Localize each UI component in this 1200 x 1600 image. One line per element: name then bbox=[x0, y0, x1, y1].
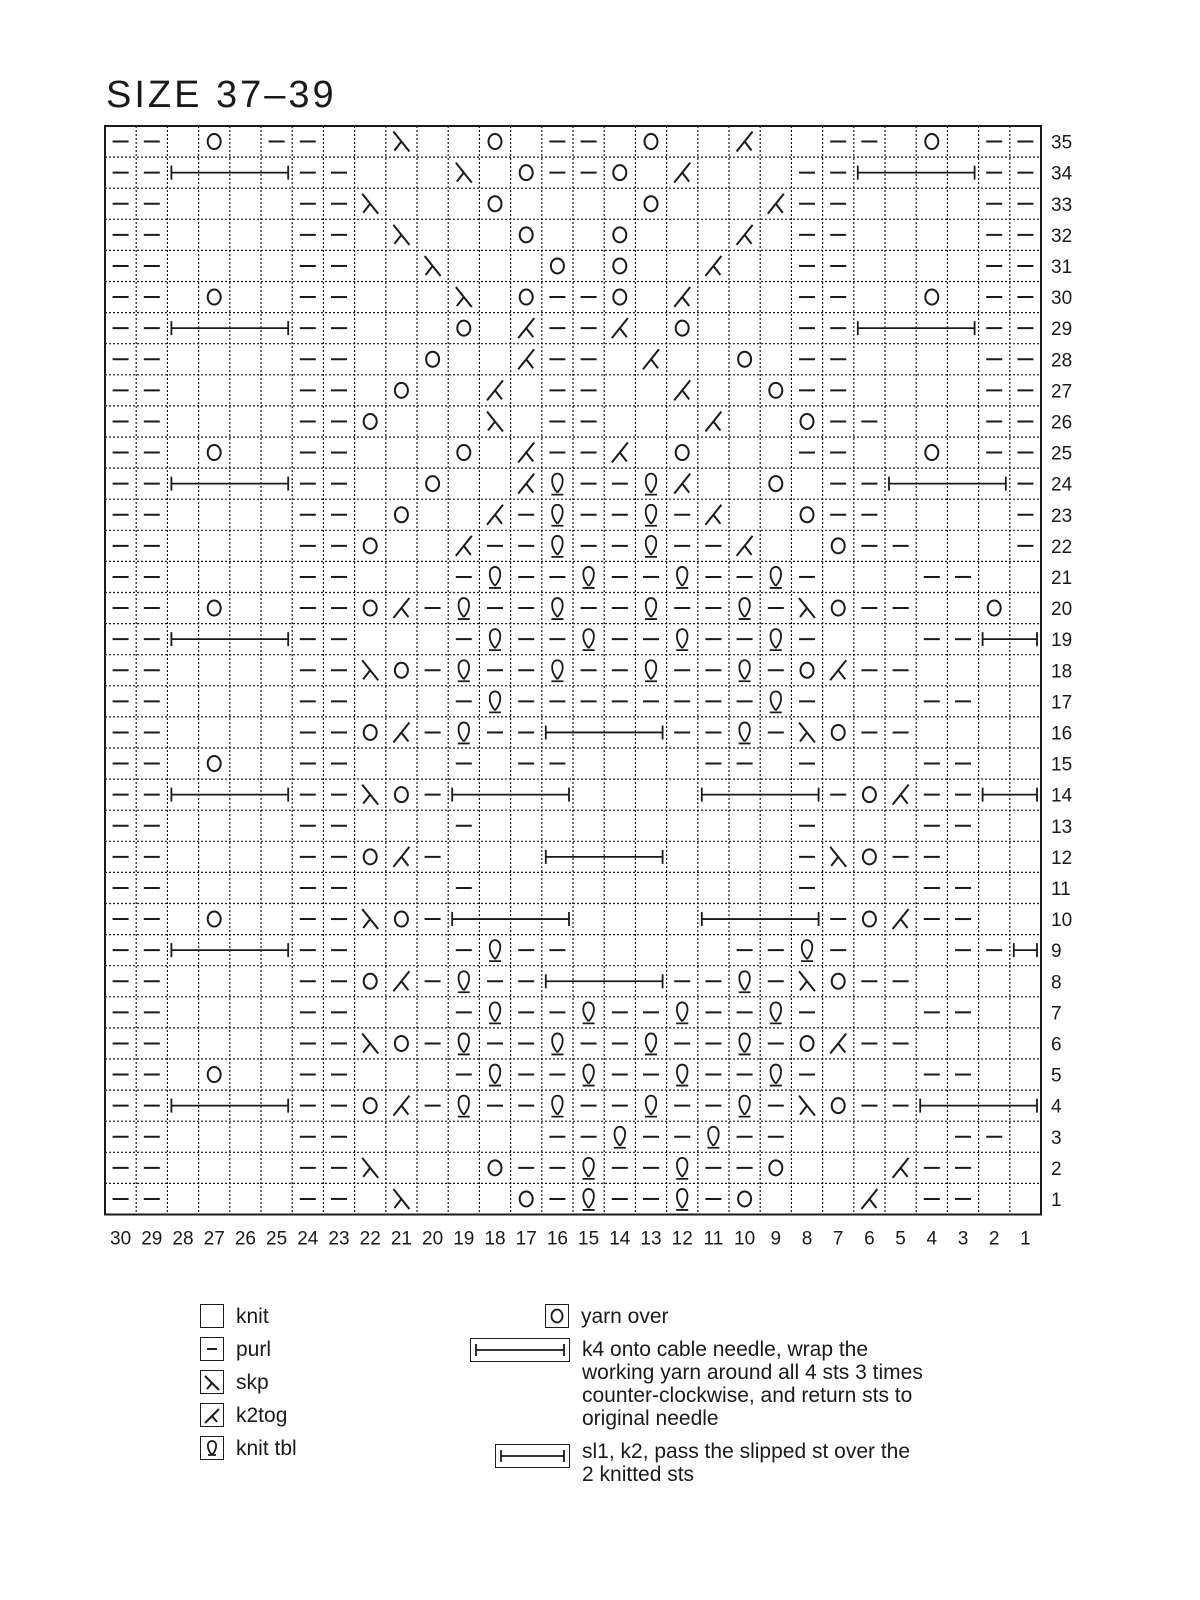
yarn-over-symbol bbox=[801, 507, 814, 522]
skp-symbol bbox=[362, 1158, 378, 1178]
yarn-over-symbol bbox=[645, 134, 658, 149]
row-number: 4 bbox=[1051, 1096, 1062, 1118]
k2tog-symbol bbox=[393, 971, 409, 991]
yarn-over-symbol bbox=[832, 974, 845, 989]
knit-tbl-symbol bbox=[770, 629, 782, 650]
k2tog-symbol bbox=[768, 194, 784, 214]
stitch-number: 19 bbox=[453, 1228, 475, 1250]
yarn-over-symbol bbox=[769, 476, 782, 491]
knit-symbol-icon bbox=[200, 1304, 224, 1328]
k2tog-symbol bbox=[737, 132, 753, 152]
yarn-over-symbol bbox=[925, 134, 938, 149]
yarn-over-symbol bbox=[208, 601, 221, 616]
knit-tbl-symbol bbox=[739, 1033, 751, 1054]
yarn-over-symbol bbox=[832, 725, 845, 740]
yarn-over-symbol bbox=[801, 414, 814, 429]
row-number: 31 bbox=[1051, 256, 1073, 278]
knit-tbl-symbol bbox=[458, 722, 470, 743]
yarn-over-symbol bbox=[364, 601, 377, 616]
purl-symbol-icon bbox=[200, 1337, 224, 1361]
k2tog-symbol bbox=[737, 225, 753, 245]
legend-knit-label: knit bbox=[236, 1304, 269, 1328]
yarn-over-symbol bbox=[676, 321, 689, 336]
yarn-over-symbol bbox=[395, 787, 408, 802]
row-number: 34 bbox=[1051, 163, 1073, 185]
knit-tbl-symbol bbox=[583, 1189, 595, 1210]
k2tog-symbol bbox=[487, 505, 503, 525]
stitch-number: 17 bbox=[515, 1228, 537, 1250]
row-number: 6 bbox=[1051, 1034, 1062, 1056]
yarn-over-symbol bbox=[613, 227, 626, 242]
k2tog-symbol bbox=[705, 505, 721, 525]
row-number: 15 bbox=[1051, 754, 1073, 776]
k2tog-symbol bbox=[705, 256, 721, 276]
k2tog-symbol bbox=[893, 1158, 909, 1178]
yarn-over-symbol bbox=[208, 134, 221, 149]
yarn-over-symbol bbox=[520, 290, 533, 305]
k2tog-symbol bbox=[518, 349, 534, 369]
skp-symbol bbox=[362, 1033, 378, 1053]
stitch-number: 13 bbox=[640, 1228, 662, 1250]
yarn-over-symbol bbox=[364, 538, 377, 553]
knit-tbl-symbol bbox=[739, 722, 751, 743]
k2tog-symbol bbox=[643, 349, 659, 369]
row-number: 33 bbox=[1051, 194, 1073, 216]
k2tog-symbol bbox=[518, 318, 534, 338]
legend-skp-label: skp bbox=[236, 1370, 269, 1394]
legend-wrap-label: k4 onto cable needle, wrap the working yarn around all 4 sts 3 times counter-clockwise, and return sts to original needle bbox=[582, 1338, 923, 1430]
knit-tbl-symbol bbox=[583, 1002, 595, 1023]
stitch-number: 22 bbox=[359, 1228, 381, 1250]
yarn-over-symbol bbox=[863, 787, 876, 802]
knit-tbl-symbol bbox=[614, 1127, 626, 1148]
row-number: 16 bbox=[1051, 723, 1073, 745]
yarn-over-symbol bbox=[426, 476, 439, 491]
stitch-number: 6 bbox=[864, 1228, 875, 1250]
knit-tbl-symbol bbox=[645, 536, 657, 557]
k2tog-symbol bbox=[893, 909, 909, 929]
row-number: 27 bbox=[1051, 381, 1073, 403]
row-number: 14 bbox=[1051, 785, 1073, 807]
knit-tbl-symbol bbox=[551, 536, 563, 557]
knit-tbl-symbol bbox=[676, 629, 688, 650]
knit-tbl-symbol bbox=[676, 1158, 688, 1179]
k2tog-symbol bbox=[612, 443, 628, 463]
yarn-over-symbol bbox=[489, 134, 502, 149]
k2tog-symbol bbox=[861, 1189, 877, 1209]
knit-tbl-symbol bbox=[458, 971, 470, 992]
row-number: 25 bbox=[1051, 443, 1073, 465]
legend-purl bbox=[200, 1337, 271, 1361]
yarn-over-symbol bbox=[551, 258, 564, 273]
knit-tbl-symbol bbox=[583, 567, 595, 588]
knit-tbl-symbol bbox=[676, 1065, 688, 1086]
knit-tbl-symbol-icon bbox=[200, 1436, 224, 1460]
yarn-over-symbol bbox=[457, 321, 470, 336]
yarn-over-symbol bbox=[769, 383, 782, 398]
knit-tbl-symbol bbox=[489, 629, 501, 650]
knit-tbl-symbol bbox=[770, 567, 782, 588]
legend-psso bbox=[495, 1440, 910, 1486]
skp-symbol bbox=[456, 287, 472, 307]
wrap-symbol-icon bbox=[470, 1338, 570, 1362]
row-number: 2 bbox=[1051, 1158, 1062, 1180]
yarn-over-symbol bbox=[364, 414, 377, 429]
yarn-over-symbol bbox=[738, 352, 751, 367]
yarn-over-symbol bbox=[863, 849, 876, 864]
k2tog-symbol bbox=[612, 318, 628, 338]
yarn-over-symbol bbox=[613, 290, 626, 305]
row-number: 24 bbox=[1051, 474, 1073, 496]
knit-tbl-symbol bbox=[489, 940, 501, 961]
stitch-number: 20 bbox=[422, 1228, 444, 1250]
legend-k2tog bbox=[200, 1403, 287, 1427]
yarn-over-symbol bbox=[645, 196, 658, 211]
k2tog-symbol bbox=[487, 380, 503, 400]
knit-tbl-symbol bbox=[458, 1096, 470, 1117]
legend-psso-label: sl1, k2, pass the slipped st over the 2 knitted sts bbox=[582, 1440, 911, 1486]
row-number: 7 bbox=[1051, 1003, 1062, 1025]
skp-symbol bbox=[362, 660, 378, 680]
knit-tbl-symbol bbox=[770, 691, 782, 712]
row-number: 11 bbox=[1051, 878, 1071, 900]
yarn-over-symbol bbox=[208, 445, 221, 460]
legend-knit-tbl-label: knit tbl bbox=[236, 1436, 297, 1460]
stitch-number: 7 bbox=[832, 1228, 844, 1250]
row-number: 30 bbox=[1051, 288, 1073, 310]
legend-wrap bbox=[470, 1338, 923, 1430]
knit-tbl-symbol bbox=[489, 567, 501, 588]
k2tog-symbol bbox=[518, 474, 534, 494]
stitch-number: 30 bbox=[110, 1228, 132, 1250]
knit-tbl-symbol bbox=[707, 1127, 719, 1148]
stitch-number: 1 bbox=[1020, 1228, 1031, 1250]
yarn-over-symbol bbox=[208, 1067, 221, 1082]
skp-symbol bbox=[830, 847, 846, 867]
yarn-over-symbol bbox=[613, 165, 626, 180]
stitch-number: 24 bbox=[297, 1228, 319, 1250]
stitch-number: 23 bbox=[328, 1228, 350, 1250]
row-number: 1 bbox=[1051, 1189, 1062, 1211]
k2tog-symbol bbox=[674, 163, 690, 183]
skp-symbol bbox=[799, 598, 815, 618]
stitch-number: 4 bbox=[926, 1228, 938, 1250]
stitch-number: 3 bbox=[957, 1228, 969, 1250]
legend-yarn-over bbox=[545, 1304, 669, 1328]
k2tog-symbol bbox=[705, 411, 721, 431]
yarn-over-symbol bbox=[520, 1191, 533, 1206]
k2tog-symbol bbox=[518, 443, 534, 463]
stitch-number: 26 bbox=[234, 1228, 256, 1250]
knit-tbl-symbol bbox=[551, 1033, 563, 1054]
row-number: 12 bbox=[1051, 847, 1073, 869]
knit-tbl-symbol bbox=[739, 598, 751, 619]
stitch-number: 14 bbox=[609, 1228, 631, 1250]
knit-tbl-symbol bbox=[489, 1065, 501, 1086]
knit-tbl-symbol bbox=[801, 940, 813, 961]
knit-tbl-symbol bbox=[551, 1096, 563, 1117]
skp-symbol bbox=[799, 722, 815, 742]
yarn-over-symbol bbox=[801, 1036, 814, 1051]
yarn-over-symbol bbox=[489, 1160, 502, 1175]
skp-symbol bbox=[362, 785, 378, 805]
k2tog-symbol bbox=[830, 660, 846, 680]
yarn-over-symbol bbox=[520, 165, 533, 180]
yarn-over-symbol-icon bbox=[545, 1304, 569, 1328]
knit-tbl-symbol bbox=[739, 1096, 751, 1117]
k2tog-symbol bbox=[830, 1033, 846, 1053]
yarn-over-symbol bbox=[395, 1036, 408, 1051]
knit-tbl-symbol bbox=[583, 1065, 595, 1086]
stitch-number: 16 bbox=[546, 1228, 568, 1250]
skp-symbol-icon bbox=[200, 1370, 224, 1394]
yarn-over-symbol bbox=[769, 1160, 782, 1175]
yarn-over-symbol bbox=[863, 912, 876, 927]
row-number: 29 bbox=[1051, 319, 1073, 341]
knit-tbl-symbol bbox=[739, 971, 751, 992]
skp-symbol bbox=[456, 163, 472, 183]
row-number: 32 bbox=[1051, 225, 1073, 247]
knit-tbl-symbol bbox=[739, 660, 751, 681]
yarn-over-symbol bbox=[395, 507, 408, 522]
yarn-over-symbol bbox=[832, 538, 845, 553]
yarn-over-symbol bbox=[208, 756, 221, 771]
legend-yarn-over-label: yarn over bbox=[581, 1304, 669, 1328]
knit-tbl-symbol bbox=[489, 1002, 501, 1023]
yarn-over-symbol bbox=[832, 1098, 845, 1113]
knit-tbl-symbol bbox=[645, 1033, 657, 1054]
knit-tbl-symbol bbox=[676, 567, 688, 588]
skp-symbol bbox=[393, 225, 409, 245]
knit-tbl-symbol bbox=[645, 1096, 657, 1117]
stitch-number: 28 bbox=[172, 1228, 194, 1250]
yarn-over-symbol bbox=[988, 601, 1001, 616]
k2tog-symbol bbox=[393, 847, 409, 867]
wrap-symbol bbox=[1014, 943, 1037, 957]
row-number: 23 bbox=[1051, 505, 1073, 527]
skp-symbol bbox=[362, 909, 378, 929]
k2tog-symbol bbox=[737, 536, 753, 556]
knit-tbl-symbol bbox=[458, 598, 470, 619]
stitch-number: 27 bbox=[203, 1228, 225, 1250]
yarn-over-symbol bbox=[925, 290, 938, 305]
knit-tbl-symbol bbox=[458, 1033, 470, 1054]
k2tog-symbol bbox=[674, 287, 690, 307]
k2tog-symbol-icon bbox=[200, 1403, 224, 1427]
stitch-number: 9 bbox=[770, 1228, 782, 1250]
knit-tbl-symbol bbox=[676, 1002, 688, 1023]
row-number: 22 bbox=[1051, 536, 1073, 558]
knit-tbl-symbol bbox=[489, 691, 501, 712]
knit-tbl-symbol bbox=[676, 1189, 688, 1210]
stitch-number: 25 bbox=[266, 1228, 288, 1250]
knit-tbl-symbol bbox=[551, 660, 563, 681]
knit-tbl-symbol bbox=[770, 1065, 782, 1086]
skp-symbol bbox=[425, 256, 441, 276]
yarn-over-symbol bbox=[457, 445, 470, 460]
stitch-number: 21 bbox=[390, 1228, 412, 1250]
stitch-number: 11 bbox=[703, 1228, 724, 1250]
row-number: 17 bbox=[1051, 692, 1073, 714]
stitch-number: 12 bbox=[671, 1228, 693, 1250]
row-number: 26 bbox=[1051, 412, 1073, 434]
yarn-over-symbol bbox=[208, 912, 221, 927]
skp-symbol bbox=[393, 132, 409, 152]
yarn-over-symbol bbox=[738, 1191, 751, 1206]
yarn-over-symbol bbox=[395, 663, 408, 678]
legend-skp bbox=[200, 1370, 269, 1394]
row-number: 13 bbox=[1051, 816, 1073, 838]
row-number: 19 bbox=[1051, 630, 1073, 652]
k2tog-symbol bbox=[674, 474, 690, 494]
yarn-over-symbol bbox=[395, 383, 408, 398]
stitch-number: 2 bbox=[988, 1228, 1000, 1250]
k2tog-symbol bbox=[893, 785, 909, 805]
yarn-over-symbol bbox=[364, 849, 377, 864]
row-number: 3 bbox=[1051, 1127, 1062, 1149]
knit-tbl-symbol bbox=[645, 598, 657, 619]
knit-tbl-symbol bbox=[645, 474, 657, 495]
skp-symbol bbox=[799, 1096, 815, 1116]
row-number: 21 bbox=[1051, 567, 1073, 589]
page-title: SIZE 37–39 bbox=[106, 74, 337, 116]
skp-symbol bbox=[362, 194, 378, 214]
k2tog-symbol bbox=[393, 598, 409, 618]
row-number: 9 bbox=[1051, 941, 1062, 963]
yarn-over-symbol bbox=[364, 974, 377, 989]
skp-symbol bbox=[487, 411, 503, 431]
yarn-over-symbol bbox=[364, 725, 377, 740]
row-number: 20 bbox=[1051, 599, 1073, 621]
skp-symbol bbox=[393, 1189, 409, 1209]
legend-k2tog-label: k2tog bbox=[236, 1403, 288, 1427]
yarn-over-symbol bbox=[426, 352, 439, 367]
k2tog-symbol bbox=[393, 1096, 409, 1116]
yarn-over-symbol bbox=[364, 1098, 377, 1113]
row-number: 8 bbox=[1051, 972, 1062, 994]
knit-tbl-symbol bbox=[551, 505, 563, 526]
row-number: 5 bbox=[1051, 1065, 1062, 1087]
k2tog-symbol bbox=[674, 380, 690, 400]
row-number: 10 bbox=[1051, 910, 1073, 932]
psso-symbol-icon bbox=[495, 1444, 570, 1468]
skp-symbol bbox=[799, 971, 815, 991]
yarn-over-symbol bbox=[925, 445, 938, 460]
yarn-over-symbol bbox=[676, 445, 689, 460]
legend-purl-label: purl bbox=[236, 1337, 272, 1361]
k2tog-symbol bbox=[393, 722, 409, 742]
knit-tbl-symbol bbox=[551, 474, 563, 495]
yarn-over-symbol bbox=[832, 601, 845, 616]
k2tog-symbol bbox=[456, 536, 472, 556]
yarn-over-symbol bbox=[613, 258, 626, 273]
knit-tbl-symbol bbox=[645, 505, 657, 526]
knit-tbl-symbol bbox=[458, 660, 470, 681]
stitch-number: 15 bbox=[578, 1228, 600, 1250]
knit-tbl-symbol bbox=[645, 660, 657, 681]
row-number: 28 bbox=[1051, 350, 1073, 372]
yarn-over-symbol bbox=[801, 663, 814, 678]
legend-knit-tbl bbox=[200, 1436, 297, 1460]
yarn-over-symbol bbox=[489, 196, 502, 211]
knit-tbl-symbol bbox=[583, 629, 595, 650]
row-number: 35 bbox=[1051, 132, 1073, 154]
yarn-over-symbol bbox=[208, 290, 221, 305]
row-number: 18 bbox=[1051, 661, 1073, 683]
knit-tbl-symbol bbox=[551, 598, 563, 619]
legend-knit bbox=[200, 1304, 269, 1328]
stitch-number: 10 bbox=[734, 1228, 756, 1250]
stitch-number: 8 bbox=[801, 1228, 813, 1250]
stitch-number: 29 bbox=[141, 1228, 163, 1250]
knit-tbl-symbol bbox=[583, 1158, 595, 1179]
yarn-over-symbol bbox=[520, 227, 533, 242]
knit-tbl-symbol bbox=[770, 1002, 782, 1023]
yarn-over-symbol bbox=[395, 912, 408, 927]
stitch-number: 5 bbox=[895, 1228, 906, 1250]
stitch-number: 18 bbox=[484, 1228, 506, 1250]
